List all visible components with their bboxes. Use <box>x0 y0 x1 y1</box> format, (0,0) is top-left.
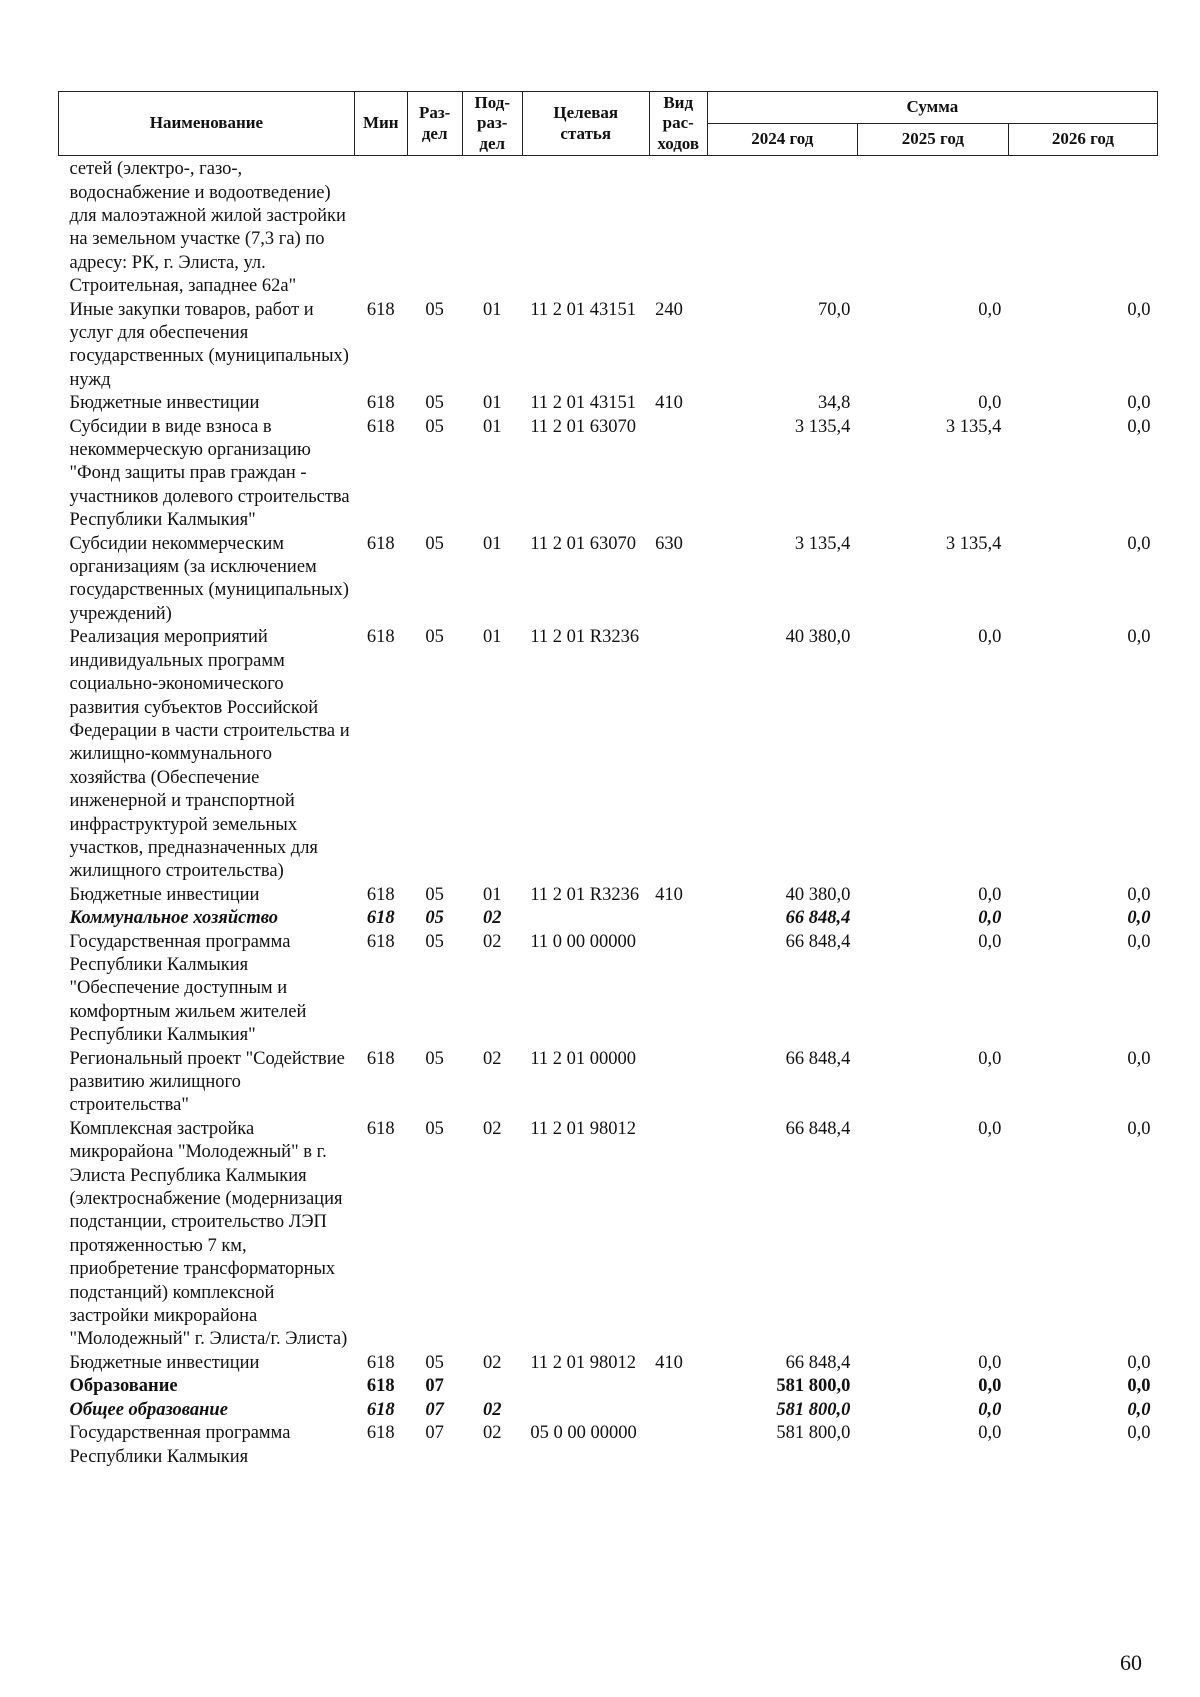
row-razdel: 05 <box>425 1352 444 1373</box>
row-razdel: 05 <box>425 1048 444 1069</box>
table-row <box>59 1399 1158 1422</box>
row-podrazdel: 01 <box>483 884 502 905</box>
row-razdel: 05 <box>425 393 444 414</box>
table-row <box>59 416 1158 533</box>
row-razdel: 05 <box>425 908 444 929</box>
row-vid <box>649 1399 707 1422</box>
row-amount-2026: 0,0 <box>1127 1376 1151 1397</box>
row-razdel: 07 <box>425 1376 444 1397</box>
row-podrazdel: 01 <box>483 299 502 320</box>
row-min: 618 <box>366 1376 395 1397</box>
row-amount-2026: 0,0 <box>1127 1423 1151 1444</box>
table-row <box>59 1375 1158 1398</box>
row-target-code: 11 2 01 43151 <box>530 393 637 414</box>
row-min <box>354 156 407 299</box>
row-amount-2025: 0,0 <box>978 1376 1002 1397</box>
row-amount-2026: 0,0 <box>1127 627 1151 648</box>
row-vid: 410 <box>655 1352 683 1373</box>
row-min: 618 <box>366 1048 395 1069</box>
row-amount-2026: 0,0 <box>1127 533 1151 554</box>
row-amount-2025: 0,0 <box>978 931 1002 952</box>
row-target-code <box>522 156 649 299</box>
row-target-code: 11 2 01 63070 <box>530 533 637 554</box>
row-amount-2024: 70,0 <box>817 299 851 320</box>
table-row <box>59 1048 1158 1118</box>
table-row <box>59 156 1158 299</box>
row-name: Комплексная застройка микрорайона "Молодежный" в г. Элиста Республика Калмыкия (электроснабжение (модернизация подстанции, строительство ЛЭП протяженностью 7 км, приобретение трансформаторных подстанций) комплексной застройки микрорайона "Молодежный" г. Элиста/г. Элиста) <box>69 1118 348 1350</box>
table-row <box>59 392 1158 415</box>
row-amount-2025: 0,0 <box>978 393 1002 414</box>
row-name: Образование <box>69 1376 178 1397</box>
table-row <box>59 1422 1158 1469</box>
header-name: Наименование <box>59 92 355 156</box>
row-amount-2024 <box>707 156 857 299</box>
row-amount-2026 <box>1008 156 1157 299</box>
row-min: 618 <box>366 627 395 648</box>
row-vid <box>649 1375 707 1398</box>
table-row <box>59 533 1158 627</box>
row-target-code <box>522 907 649 930</box>
table-row <box>59 1352 1158 1375</box>
row-podrazdel: 01 <box>483 627 502 648</box>
row-podrazdel: 02 <box>483 1352 502 1373</box>
row-podrazdel <box>462 156 522 299</box>
row-amount-2025: 0,0 <box>978 908 1002 929</box>
row-min: 618 <box>366 1118 395 1139</box>
row-name: сетей (электро-, газо-, водоснабжение и водоотведение) для малоэтажной жилой застройки на земельном участке (7,3 га) по адресу: РК, г. Элиста, ул. Строительная, западнее 62а" <box>69 159 346 297</box>
row-min: 618 <box>366 908 395 929</box>
row-amount-2024: 34,8 <box>817 393 851 414</box>
row-min: 618 <box>366 299 395 320</box>
row-target-code: 11 2 01 63070 <box>530 416 637 437</box>
row-podrazdel: 02 <box>483 1399 502 1420</box>
row-target-code: 05 0 00 00000 <box>530 1423 637 1444</box>
row-vid <box>649 416 707 533</box>
row-min: 618 <box>366 931 395 952</box>
row-amount-2024: 40 380,0 <box>785 627 851 648</box>
row-vid <box>649 1048 707 1118</box>
row-amount-2025: 0,0 <box>978 627 1002 648</box>
row-target-code: 11 2 01 00000 <box>530 1048 637 1069</box>
row-name: Бюджетные инвестиции <box>69 884 260 905</box>
header-year-2024: 2024 год <box>707 124 857 156</box>
row-target-code: 11 0 00 00000 <box>530 931 637 952</box>
row-podrazdel: 01 <box>483 416 502 437</box>
row-target-code <box>522 1399 649 1422</box>
row-amount-2025: 0,0 <box>978 1048 1002 1069</box>
header-razdel: Раз- дел <box>407 92 462 156</box>
page-number: 60 <box>1120 1650 1142 1675</box>
row-podrazdel <box>462 1375 522 1398</box>
table-body <box>59 156 1158 1469</box>
row-min: 618 <box>366 416 395 437</box>
row-amount-2026: 0,0 <box>1127 884 1151 905</box>
row-amount-2025: 3 135,4 <box>945 416 1002 437</box>
row-amount-2024: 3 135,4 <box>794 533 851 554</box>
row-razdel: 05 <box>425 533 444 554</box>
row-amount-2026: 0,0 <box>1127 1352 1151 1373</box>
row-razdel: 07 <box>425 1423 444 1444</box>
row-amount-2024: 66 848,4 <box>785 1352 851 1373</box>
row-vid <box>649 907 707 930</box>
row-amount-2025: 0,0 <box>978 1118 1002 1139</box>
table-row <box>59 626 1158 883</box>
row-target-code: 11 2 01 R3236 <box>530 627 640 648</box>
row-razdel: 05 <box>425 931 444 952</box>
row-amount-2025: 0,0 <box>978 1423 1002 1444</box>
row-target-code <box>522 1375 649 1398</box>
row-amount-2026: 0,0 <box>1127 1048 1151 1069</box>
row-name: Субсидии некоммерческим организациям (за исключением государственных (муниципальных) учреждений) <box>69 533 349 624</box>
row-amount-2024: 581 800,0 <box>776 1399 851 1420</box>
header-vid: Вид рас- ходов <box>649 92 707 156</box>
row-vid <box>649 931 707 1048</box>
header-podrazdel: Под- раз- дел <box>462 92 522 156</box>
row-vid: 630 <box>655 533 683 554</box>
row-amount-2026: 0,0 <box>1127 416 1151 437</box>
row-vid <box>649 156 707 299</box>
row-vid: 410 <box>655 393 683 414</box>
row-name: Общее образование <box>69 1399 228 1420</box>
table-row <box>59 299 1158 393</box>
row-razdel <box>407 156 462 299</box>
row-amount-2024: 40 380,0 <box>785 884 851 905</box>
header-year-2026: 2026 год <box>1008 124 1157 156</box>
row-podrazdel: 02 <box>483 1048 502 1069</box>
row-amount-2026: 0,0 <box>1127 931 1151 952</box>
table-header <box>59 92 1158 156</box>
row-razdel: 05 <box>425 1118 444 1139</box>
row-amount-2026: 0,0 <box>1127 908 1151 929</box>
header-min: Мин <box>354 92 407 156</box>
header-target: Целевая статья <box>522 92 649 156</box>
row-name: Иные закупки товаров, работ и услуг для обеспечения государственных (муниципальных) нужд <box>69 299 349 390</box>
row-amount-2026: 0,0 <box>1127 393 1151 414</box>
row-name: Субсидии в виде взноса в некоммерческую организацию "Фонд защиты прав граждан - участников долевого строительства Республики Калмыкия" <box>69 416 350 531</box>
row-razdel: 07 <box>425 1399 444 1420</box>
row-name: Коммунальное хозяйство <box>69 908 278 929</box>
row-amount-2025 <box>857 156 1008 299</box>
table-row <box>59 931 1158 1048</box>
row-amount-2026: 0,0 <box>1127 1399 1151 1420</box>
row-amount-2024: 581 800,0 <box>776 1376 851 1397</box>
row-podrazdel: 02 <box>483 1423 502 1444</box>
row-amount-2025: 0,0 <box>978 299 1002 320</box>
row-razdel: 05 <box>425 416 444 437</box>
row-vid: 240 <box>655 299 683 320</box>
row-min: 618 <box>366 393 395 414</box>
row-vid <box>649 1118 707 1352</box>
row-amount-2025: 0,0 <box>978 1352 1002 1373</box>
row-vid: 410 <box>655 884 683 905</box>
row-amount-2025: 0,0 <box>978 1399 1002 1420</box>
table-row <box>59 884 1158 907</box>
row-target-code: 11 2 01 43151 <box>530 299 637 320</box>
row-name: Реализация мероприятий индивидуальных программ социально-экономического развития субъектов Российской Федерации в части строительства и жилищно-коммунального хозяйства (Обеспечение инженерной и транспортной инфраструктурой земельных участков, предназначенных для жилищного строительства) <box>69 627 350 882</box>
row-amount-2024: 3 135,4 <box>794 416 851 437</box>
table-row <box>59 907 1158 930</box>
row-name: Бюджетные инвестиции <box>69 393 260 414</box>
row-target-code: 11 2 01 98012 <box>530 1352 637 1373</box>
row-razdel: 05 <box>425 627 444 648</box>
row-min: 618 <box>366 1399 395 1420</box>
row-amount-2025: 0,0 <box>978 884 1002 905</box>
row-min: 618 <box>366 884 395 905</box>
row-amount-2024: 66 848,4 <box>785 931 851 952</box>
row-amount-2024: 66 848,4 <box>785 908 851 929</box>
row-min: 618 <box>366 1352 395 1373</box>
row-podrazdel: 02 <box>483 931 502 952</box>
row-razdel: 05 <box>425 299 444 320</box>
row-podrazdel: 01 <box>483 393 502 414</box>
row-min: 618 <box>366 1423 395 1444</box>
row-name: Региональный проект "Содействие развитию жилищного строительства" <box>69 1048 345 1116</box>
row-razdel: 05 <box>425 884 444 905</box>
row-amount-2024: 66 848,4 <box>785 1048 851 1069</box>
row-podrazdel: 02 <box>483 908 502 929</box>
row-amount-2024: 581 800,0 <box>776 1423 851 1444</box>
row-amount-2026: 0,0 <box>1127 299 1151 320</box>
header-year-2025: 2025 год <box>857 124 1008 156</box>
table-row <box>59 1118 1158 1352</box>
row-name: Бюджетные инвестиции <box>69 1352 260 1373</box>
row-amount-2026: 0,0 <box>1127 1118 1151 1139</box>
row-vid <box>649 1422 707 1469</box>
row-amount-2025: 3 135,4 <box>945 533 1002 554</box>
row-min: 618 <box>366 533 395 554</box>
row-name: Государственная программа Республики Калмыкия "Обеспечение доступным и комфортным жильем жителей Республики Калмыкия" <box>69 931 307 1046</box>
row-name: Государственная программа Республики Калмыкия <box>69 1423 291 1467</box>
row-vid <box>649 626 707 883</box>
row-amount-2024: 66 848,4 <box>785 1118 851 1139</box>
row-podrazdel: 01 <box>483 533 502 554</box>
row-podrazdel: 02 <box>483 1118 502 1139</box>
row-target-code: 11 2 01 98012 <box>530 1118 637 1139</box>
header-summa: Сумма <box>707 92 1157 124</box>
budget-table <box>58 91 1158 1469</box>
row-target-code: 11 2 01 R3236 <box>530 884 640 905</box>
